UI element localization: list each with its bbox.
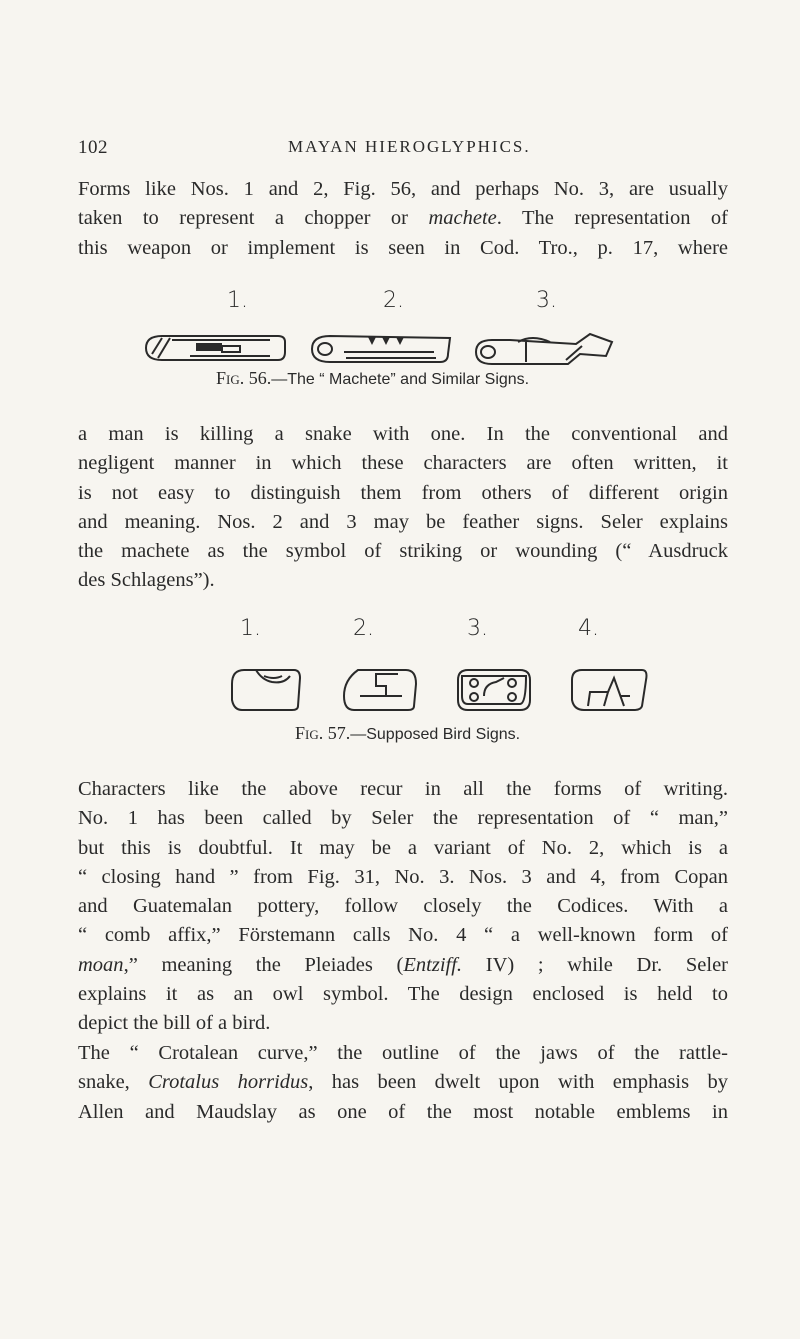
machete-glyph-3 (470, 330, 620, 370)
text-line: and Guatemalan pottery, follow closely the Codices. With a (78, 895, 728, 918)
paragraph-3 (78, 775, 728, 1039)
page-header (78, 137, 728, 163)
text-line: No. 1 has been called by Seler the representation of “ man,” (78, 807, 728, 830)
fig56-caption (216, 368, 529, 389)
bird-glyph-2 (340, 666, 420, 714)
fig57-label-1: 1. (240, 616, 261, 641)
fig56-label-1: 1. (227, 288, 248, 313)
text-line: explains it as an owl symbol. The design enclosed is held to (78, 983, 728, 1006)
machete-glyph-2 (308, 330, 458, 368)
paragraph-4 (78, 1039, 728, 1127)
emphasis-moan: moan (78, 953, 124, 976)
machete-glyph-1 (140, 328, 290, 368)
emphasis-machete: machete (428, 207, 497, 230)
fig56-label-2: 2. (383, 288, 404, 313)
text-line: taken to represent a chopper or machete. The representation of (78, 207, 728, 230)
text-line: Allen and Maudslay as one of the most notable emblems in (78, 1100, 728, 1123)
fig56-caption-text: —The “ Machete” and Similar Signs. (271, 371, 530, 388)
fig57-caption-number: Fig. 57. (295, 723, 351, 743)
text-line: depict the bill of a bird. (78, 1012, 271, 1035)
text-line: Forms like Nos. 1 and 2, Fig. 56, and perhaps No. 3, are usually (78, 178, 728, 200)
fig57-label-4: 4. (578, 616, 599, 641)
page-number: 102 (78, 137, 108, 158)
text-line: snake, Crotalus horridus, has been dwelt upon with emphasis by (78, 1071, 728, 1094)
text-line: this weapon or implement is seen in Cod. Tro., p. 17, where (78, 236, 728, 259)
fig57-labels (0, 616, 800, 646)
text-line: “ closing hand ” from Fig. 31, No. 3. Nos. 3 and 4, from Copan (78, 865, 728, 888)
emphasis-entziff: Entziff. (403, 953, 463, 976)
text-line: and meaning. Nos. 2 and 3 may be feather signs. Seler explains (78, 510, 728, 533)
emphasis-crotalus: Crotalus horridus (148, 1071, 309, 1094)
paragraph-2 (78, 420, 728, 596)
bird-glyph-4 (568, 666, 650, 714)
text-line: a man is killing a snake with one. In the conventional and (78, 423, 728, 445)
text-line: negligent manner in which these characters are often written, it (78, 452, 728, 475)
fig56-label-3: 3. (536, 288, 557, 313)
fig57-caption-text: —Supposed Bird Signs. (350, 726, 521, 743)
text-line: The “ Crotalean curve,” the outline of the jaws of the rattle- (78, 1042, 728, 1064)
bird-glyph-1 (228, 666, 304, 714)
running-title: MAYAN HIEROGLYPHICS. (288, 137, 531, 156)
text-line: Characters like the above recur in all the forms of writing. (78, 778, 728, 800)
fig56-labels (0, 288, 800, 318)
paragraph-1 (78, 175, 728, 263)
bird-glyph-3 (454, 666, 534, 714)
fig57-label-3: 3. (467, 616, 488, 641)
fig57-label-2: 2. (353, 616, 374, 641)
text-line: moan,” meaning the Pleiades (Entziff. IV) ; while Dr. Seler (78, 953, 728, 976)
fig56-caption-number: Fig. 56. (216, 368, 272, 388)
text-line: but this is doubtful. It may be a variant of No. 2, which is a (78, 836, 728, 859)
text-line: the machete as the symbol of striking or wounding (“ Ausdruck (78, 540, 728, 563)
fig57-caption (295, 723, 520, 744)
text-line: des Schlagens”). (78, 569, 215, 592)
text-line: “ comb affix,” Förstemann calls No. 4 “ a well-known form of (78, 924, 728, 947)
text-line: is not easy to distinguish them from others of different origin (78, 481, 728, 504)
